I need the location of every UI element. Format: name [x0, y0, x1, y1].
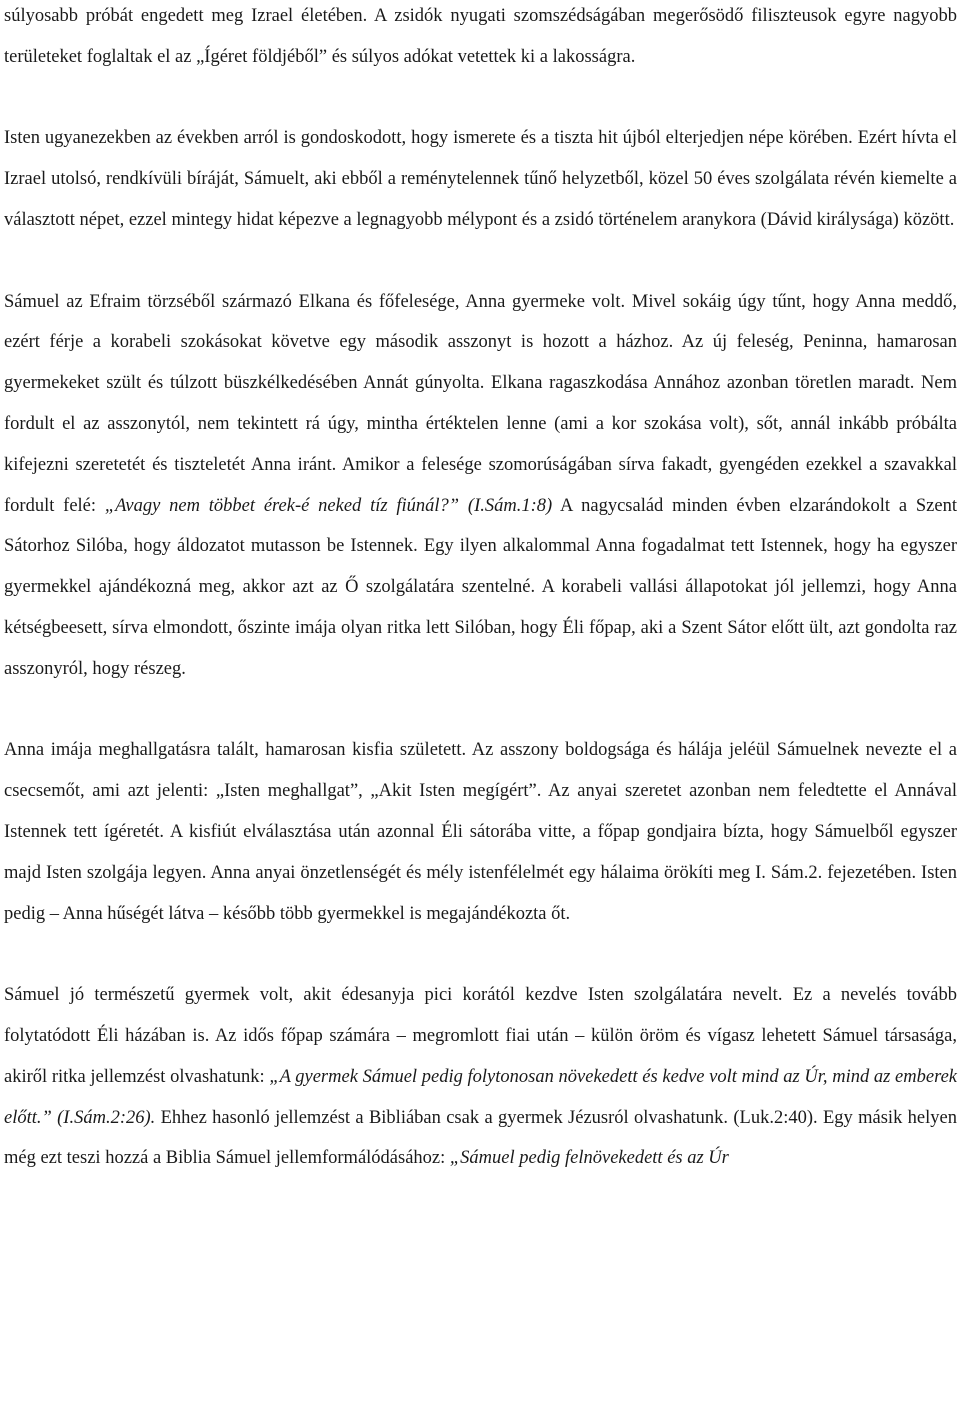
paragraph-samuel-calling [4, 118, 957, 240]
paragraph-text: Ehhez hasonló jellemzést a Bibliában csak a gyermek Jézusról olvashatunk. (Luk.2:40). Egy másik helyen még ezt teszi hozzá a Biblia Sámuel jellemformálódásához: [4, 1107, 957, 1169]
bible-quote: „Avagy nem többet érek-é neked tíz fiúnál?” (I.Sám.1:8) [104, 495, 553, 516]
paragraph-text: Anna imája meghallgatásra talált, hamarosan kisfia született. Az asszony boldogsága és hálája jeléül Sámuelnek nevezte el a csecsemőt, ami azt jelenti: „Isten meghallgat”, „Akit Isten megígért”. Az anyai szeretet azonban nem feledtette el Annával Istennek tett ígéretét. A kisfiút elválasztása után azonnal Éli sátorába vitte, a főpap gondjaira bízta, hogy Sámuelből egyszer majd Isten szolgája legyen. Anna anyai önzetlenségét és mély istenfélelmét egy hálaima örökíti meg I. Sám.2. fejezetében. Isten pedig – Anna hűségét látva – később több gyermekkel is megajándékozta őt. [4, 740, 957, 924]
paragraph-samuel-parents [4, 282, 957, 690]
paragraph-text: Sámuel jó természetű gyermek volt, akit édesanyja pici korától kezdve Isten szolgálatára nevelt. Ez a nevelés tovább folytatódott Éli házában is. Az idős főpap számára – megromlott fiai után – külön öröm és vígasz lehetett Sámuel társasága, akiről ritka jellemzést olvashatunk: [4, 985, 957, 1087]
bible-quote: „A gyermek Sámuel pedig folytonosan növekedett és kedve volt mind az Úr, mind az emberek előtt.” (I.Sám.2:26). [4, 1066, 958, 1128]
paragraph-samuel-childhood [4, 975, 957, 1179]
paragraph-text: súlyosabb próbát engedett meg Izrael életében. A zsidók nyugati szomszédságában megerősödő filiszteusok egyre nagyobb területeket foglaltak el az „Ígéret földjéből” és súlyos adókat vetettek ki a lakosságra. [4, 6, 957, 67]
paragraph-anna-prayer [4, 730, 957, 934]
paragraph-text: Isten ugyanezekben az években arról is gondoskodott, hogy ismerete és a tiszta hit újból elterjedjen népe körében. Ezért hívta el Izrael utolsó, rendkívüli bíráját, Sámuelt, aki ebből a reménytelennek tűnő helyzetből, közel 50 éves szolgálata révén kiemelte a választott népet, ezzel mintegy hidat képezve a legnagyobb mélypont és a zsidó történelem aranykora (Dávid királysága) között. [4, 128, 957, 230]
bible-quote: „Sámuel pedig felnövekedett és az Úr [449, 1148, 729, 1169]
paragraph-text: A nagycsalád minden évben elzarándokolt a Szent Sátorhoz Silóba, hogy áldozatot mutasson be Istennek. Egy ilyen alkalommal Anna fogadalmat tett Istennek, hogy ha egyszer gyermekkel ajándékozná meg, akkor azt az Ő szolgálatára szentelné. A korabeli vallási állapotokat jól jellemzi, hogy Anna kétségbeesett, sírva elmondott, őszinte imája olyan ritka lett Silóban, hogy Éli főpap, aki a Szent Sátor előtt ült, azt gondolta raz asszonyról, hogy részeg. [4, 495, 957, 679]
paragraph-philistines [4, 0, 957, 78]
document-page [4, 0, 957, 1179]
paragraph-text: Sámuel az Efraim törzséből származó Elkana és főfelesége, Anna gyermeke volt. Mivel sokáig úgy tűnt, hogy Anna meddő, ezért férje a korabeli szokásokat követve egy második asszonyt is hozott a házhoz. Az új feleség, Peninna, hamarosan gyermekeket szült és túlzott büszkélkedésében Annát gúnyolta. Elkana ragaszkodása Annához azonban töretlen maradt. Nem fordult el az asszonytól, nem tekintett rá úgy, mintha értéktelen lenne (ami a kor szokása volt), sőt, annál inkább próbálta kifejezni szeretetét és tiszteletét Anna iránt. Amikor a felesége szomorúságában sírva fakadt, gyengéden ezekkel a szavakkal fordult felé: [4, 291, 957, 516]
